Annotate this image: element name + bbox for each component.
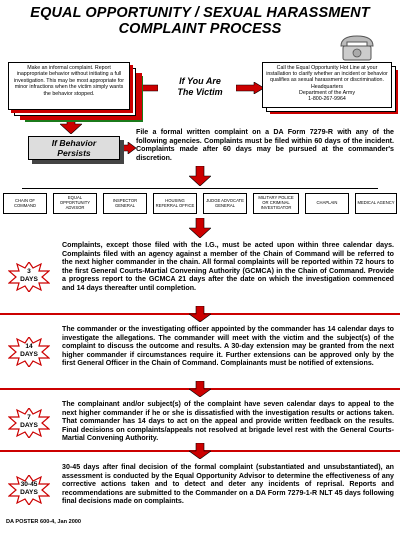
days-badge-14 <box>8 343 50 358</box>
badge-number: 14 <box>25 343 33 350</box>
arrow-down-icon <box>189 166 211 186</box>
days-badge-7 <box>8 414 50 429</box>
telephone-icon <box>337 32 377 62</box>
arrow-down-icon <box>189 306 211 322</box>
step-text: The complainant and/or subject(s) of the complaint have seven calendar days to appeal to the next higher commander if he or she is dissatisfied with the investigation results or actions taken. That commander has 14 days to act on the appeal and provide written feedback on the results. Final decisions on complaints/appeals not resolved at brigade level rest with the General Courts-Martial Convening Authority. <box>62 400 394 443</box>
victim-label-line2: The Victim <box>177 87 223 97</box>
hotline-number: 1-800-267-9964 <box>308 96 346 103</box>
badge-unit: DAYS <box>20 421 38 429</box>
arrow-down-icon <box>189 218 211 238</box>
formal-complaint-text: File a formal written complaint on a DA Form 7279-R with any of the following agencies. Complaints must be filed within 60 days of the incident. Complaints made after 60 days may be pursued at the commander's discretion. <box>136 128 394 162</box>
step-text: The commander or the investigating officer appointed by the commander has 14 calendar days to investigate the allegations. The commander will meet with the victim and the subject(s) of the complaint to discuss the outcome and results. A 30-day extension may be granted from the next higher commander if circumstances require it. Further extensions can be approved only by the first General Officer in the Chain of Command. Complainants must be notified of extensions. <box>62 325 394 368</box>
persists-box <box>28 136 120 160</box>
agency-inspector-general: INSPECTOR GENERAL <box>103 193 147 214</box>
hotline-text: Call the Equal Opportunity Hot Line at your installation to clarify whether an incident or behavior qualifies as sexual harassment or discrimination. <box>266 65 388 84</box>
badge-unit: DAYS <box>20 488 38 496</box>
agency-medical: MEDICAL AGENCY <box>355 193 397 214</box>
agency-chaplain: CHAPLAIN <box>305 193 349 214</box>
days-badge-30-45 <box>8 481 50 496</box>
agency-military-police: MILITARY POLICE OR CRIMINAL INVESTIGATOR <box>253 193 299 214</box>
agency-connector <box>22 188 378 189</box>
poster-footer: DA POSTER 600-4, Jan 2000 <box>6 519 82 525</box>
victim-label <box>150 76 250 98</box>
agency-housing-referral: HOUSING REFERRAL OFFICE <box>153 193 197 214</box>
step-text: Complaints, except those filed with the I.G., must be acted upon within three calendar days. Complaints filed with an agency against a member of the Chain of Command will be referred to the next higher commander in the chain. All formal complaints will be reported within 72 hours to the first General Courts-Martial Convening Authority (GCMCA) in the Chain of Command. Provide a progress report to the GCMCA 21 days after the date on which the investigation commenced and 14 days thereafter until completion. <box>62 241 394 292</box>
badge-unit: DAYS <box>20 350 38 358</box>
arrow-down-icon <box>189 443 211 459</box>
badge-number: 3 <box>27 268 31 275</box>
badge-number: 30-45 <box>20 481 38 488</box>
step-text: 30-45 days after final decision of the formal complaint (substantiated and unsubstantiated), an assessment is conducted by the Equal Opportunity Advisor to determine the effectiveness of any corrective actions taken and to detect and deter any incidents of reprisal. Reports and recommendations are submitted to the Commander on a DA Form 7279-1-R NLT 45 days following final decisions made on complaints. <box>62 463 394 506</box>
arrow-right-icon <box>236 82 264 94</box>
hotline-box <box>262 62 392 108</box>
page-subtitle: COMPLAINT PROCESS <box>118 21 282 37</box>
informal-complaint-box: Make an informal complaint. Report inappropriate behavior without initiating a full investigation. This may be most appropriate for minor infractions when the victim simply wants the behavior stopped. <box>8 62 130 110</box>
hotline-dept: Department of the Army <box>299 89 355 96</box>
arrow-down-icon <box>189 381 211 397</box>
days-badge-3 <box>8 268 50 283</box>
persists-line2: Persists <box>57 148 91 158</box>
page-title: EQUAL OPPORTUNITY / SEXUAL HARASSMENT <box>30 5 370 21</box>
badge-unit: DAYS <box>20 275 38 283</box>
badge-number: 7 <box>27 414 31 421</box>
agency-eo-advisor: EQUAL OPPORTUNITY ADVISOR <box>53 193 97 214</box>
persists-line1: If Behavior <box>51 138 97 148</box>
hotline-hq: Headquarters <box>310 83 344 90</box>
agency-chain-of-command: CHAIN OF COMMAND <box>3 193 47 214</box>
victim-label-line1: If You Are <box>179 76 221 86</box>
agency-judge-advocate: JUDGE ADVOCATE GENERAL <box>203 193 247 214</box>
